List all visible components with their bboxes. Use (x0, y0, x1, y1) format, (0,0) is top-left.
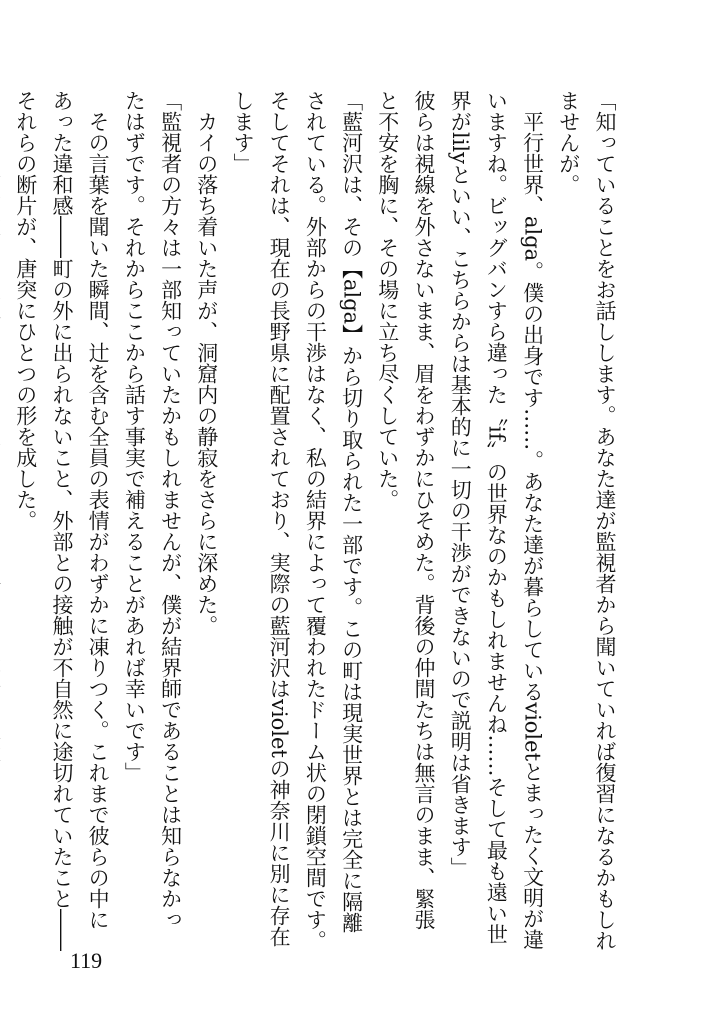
text-line: それらの断片が、唐突にひとつの形を成した。 (13, 90, 38, 531)
text-line: そしてそれは、現在の長野県に配置されており、実際の藍河沢はvioletの神奈川に別に存在 (267, 90, 292, 947)
text-line: 「藍河沢は、その【alga】から切り取られた一部です。この町は現実世界とは完全に隔離 (339, 90, 364, 934)
text-line: カイの落ち着いた声が、洞窟内の静寂をさらに深めた。 (194, 90, 219, 636)
text-line: 「監視者の方々は一部知っていたかもしれませんが、僕が結界師であることは知らなかっ (158, 90, 183, 930)
text-line: ませんが。 (556, 90, 581, 195)
text-line: 彼らは視線を外さないまま、眉をわずかにひそめた。背後の仲間たちは無言のまま、緊張 (411, 90, 436, 930)
text-line: 「知っていることをお話しします。あなた達が監視者から聞いていれば復習になるかもしれ (593, 90, 617, 951)
text-line: いますね。ビッグバンすら違った〝if〟の世界なのかもしれませんね……そして最も遠い世 (484, 90, 509, 945)
text-line: 界がlilyといい、こちらからは基本的に一切の干渉ができないので説明は省きます」 (448, 90, 473, 879)
text-line: されている。外部からの干渉はなく、私の結界によって覆われたドーム状の閉鎖空間です。 (303, 90, 328, 951)
text-line: あった違和感――町の外に出られないこと、外部との接触が不自然に途切れていたこと―― (49, 90, 74, 951)
text-line: します」 (230, 90, 255, 174)
text-line: その言葉を聞いた瞬間、辻を含む全員の表情がわずかに凍りつく。これまで彼らの中に (86, 90, 111, 930)
page-number: 119 (70, 948, 103, 973)
text-line: と不安を胸に、その場に立ち尽くしていた。 (375, 90, 400, 510)
text-line: 平行世界、alga。僕の出身です……。あなた達が暮らしているvioletとまったく文明が違 (520, 90, 545, 951)
text-line (0, 90, 8, 920)
text-line: たはずです。それからここから話す事実で補えることがあれば幸いです」 (122, 90, 147, 783)
body-text (13, 90, 623, 951)
